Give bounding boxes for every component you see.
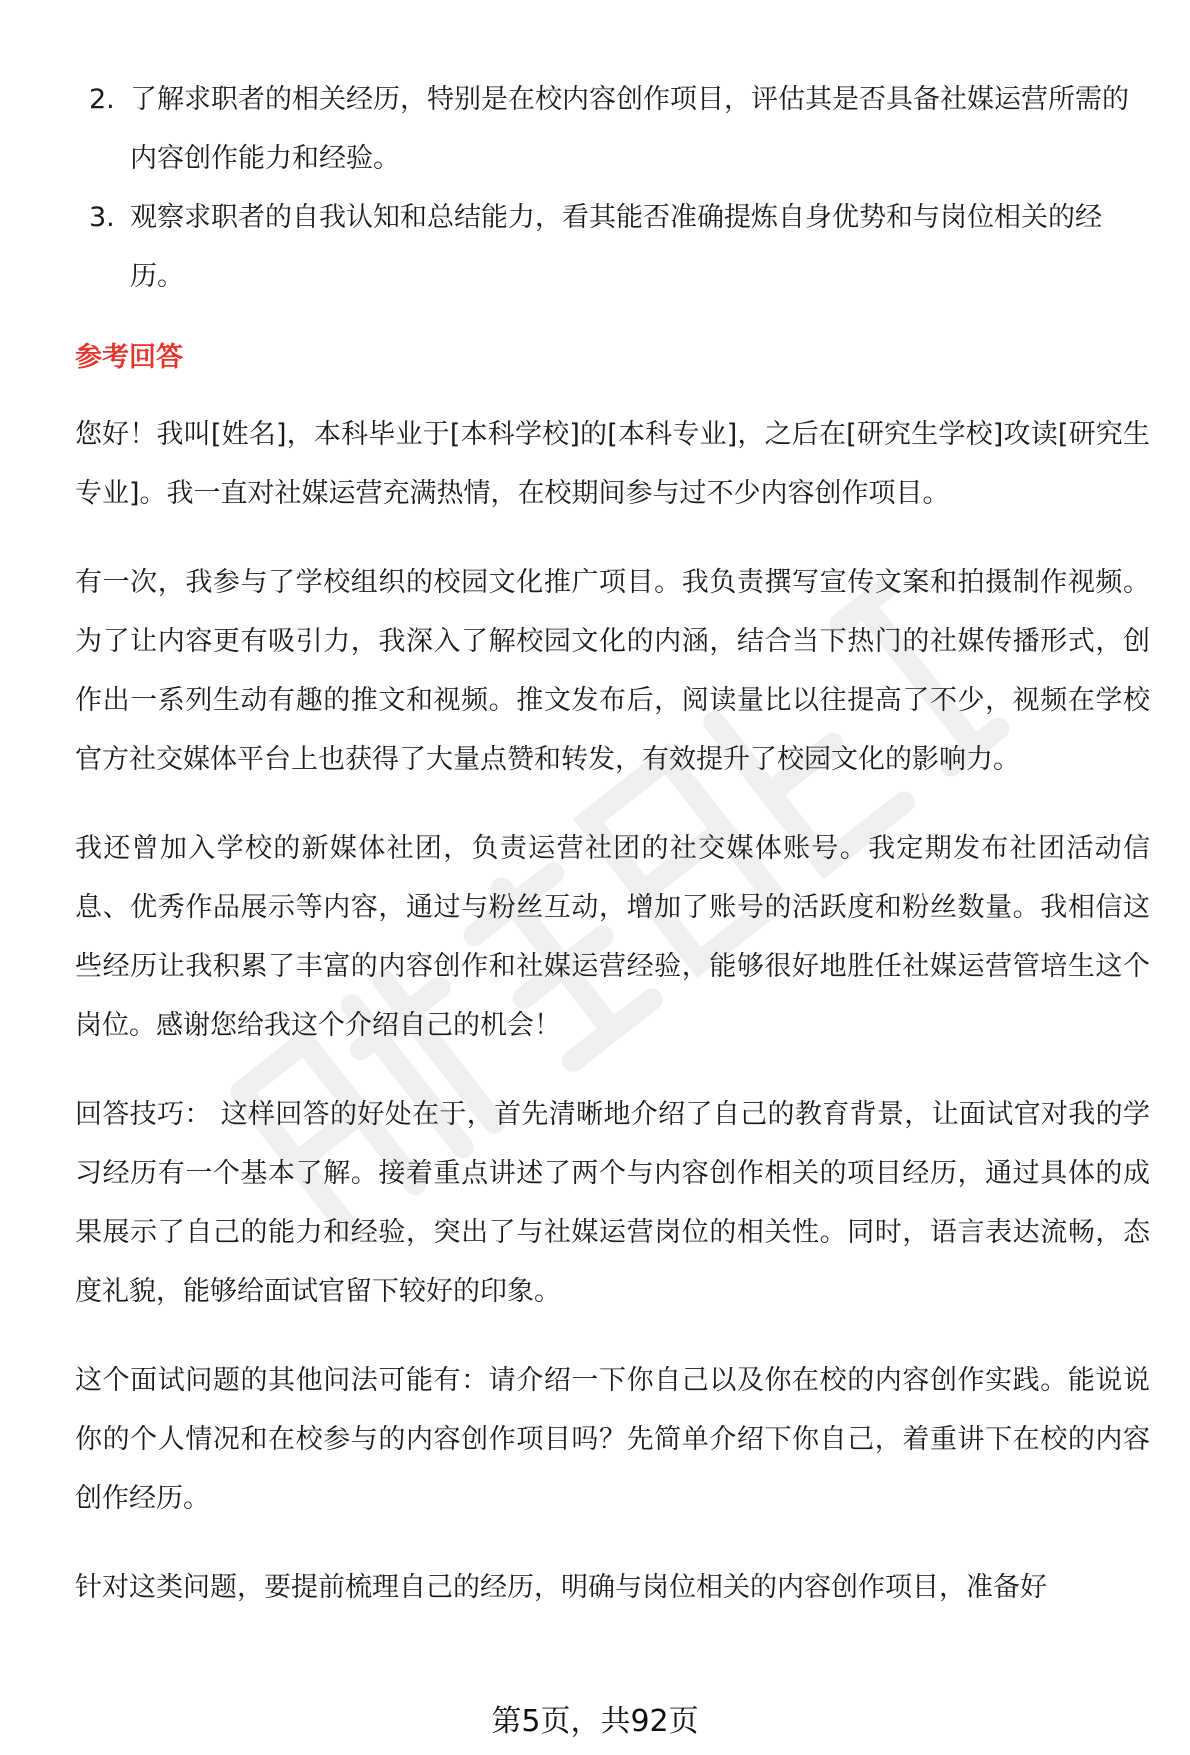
answer-paragraph-project: 有一次，我参与了学校组织的校园文化推广项目。我负责撰写宣传文案和拍摄制作视频。为了让内容更有吸引力，我深入了解校园文化的内涵，结合当下热门的社媒传播形式，创作出一系列生动有趣的推文和视频。推文发布后，阅读量比以往提高了不少，视频在学校官方社交媒体平台上也获得了大量点赞和转发，有效提升了校园文化的影响力。 — [75, 567, 1150, 775]
answer-tips-paragraph: 回答技巧： 这样回答的好处在于，首先清晰地介绍了自己的教育背景，让面试官对我的学习经历有一个基本了解。接着重点讲述了两个与内容创作相关的项目经历，通过具体的成果展示了自己的能力和经验，突出了与社媒运营岗位的相关性。同时，语言表达流畅，态度礼貌，能够给面试官留下较好的印象。 — [75, 1099, 1150, 1307]
page-number: 第5页，共92页 — [491, 1704, 699, 1739]
alternative-questions-paragraph: 这个面试问题的其他问法可能有：请介绍一下你自己以及你在校的内容创作实践。能说说你的个人情况和在校参与的内容创作项目吗？先简单介绍下你自己，着重讲下在校的内容创作经历。 — [75, 1365, 1150, 1514]
list-item — [75, 188, 1150, 306]
section-heading: 参考回答 — [75, 342, 183, 373]
page-content — [75, 70, 1150, 1647]
list-text: 了解求职者的相关经历，特别是在校内容创作项目，评估其是否具备社媒运营所需的内容创作能力和经验。 — [130, 84, 1129, 174]
list-text: 观察求职者的自我认知和总结能力，看其能否准确提炼自身优势和与岗位相关的经历。 — [130, 202, 1102, 292]
preparation-paragraph: 针对这类问题，要提前梳理自己的经历，明确与岗位相关的内容创作项目，准备好 — [75, 1572, 1047, 1603]
answer-paragraph-club: 我还曾加入学校的新媒体社团，负责运营社团的社交媒体账号。我定期发布社团活动信息、优秀作品展示等内容，通过与粉丝互动，增加了账号的活跃度和粉丝数量。我相信这些经历让我积累了丰富的内容创作和社媒运营经验，能够很好地胜任社媒运营管培生这个岗位。感谢您给我这个介绍自己的机会！ — [75, 833, 1150, 1041]
list-number: 2. — [89, 84, 115, 115]
list-item — [75, 70, 1150, 188]
answer-paragraph-intro: 您好！我叫[姓名]，本科毕业于[本科学校]的[本科专业]，之后在[研究生学校]攻读[研究生专业]。我一直对社媒运营充满热情，在校期间参与过不少内容创作项目。 — [75, 419, 1150, 509]
evaluation-list — [75, 70, 1150, 306]
list-number: 3. — [89, 202, 115, 233]
